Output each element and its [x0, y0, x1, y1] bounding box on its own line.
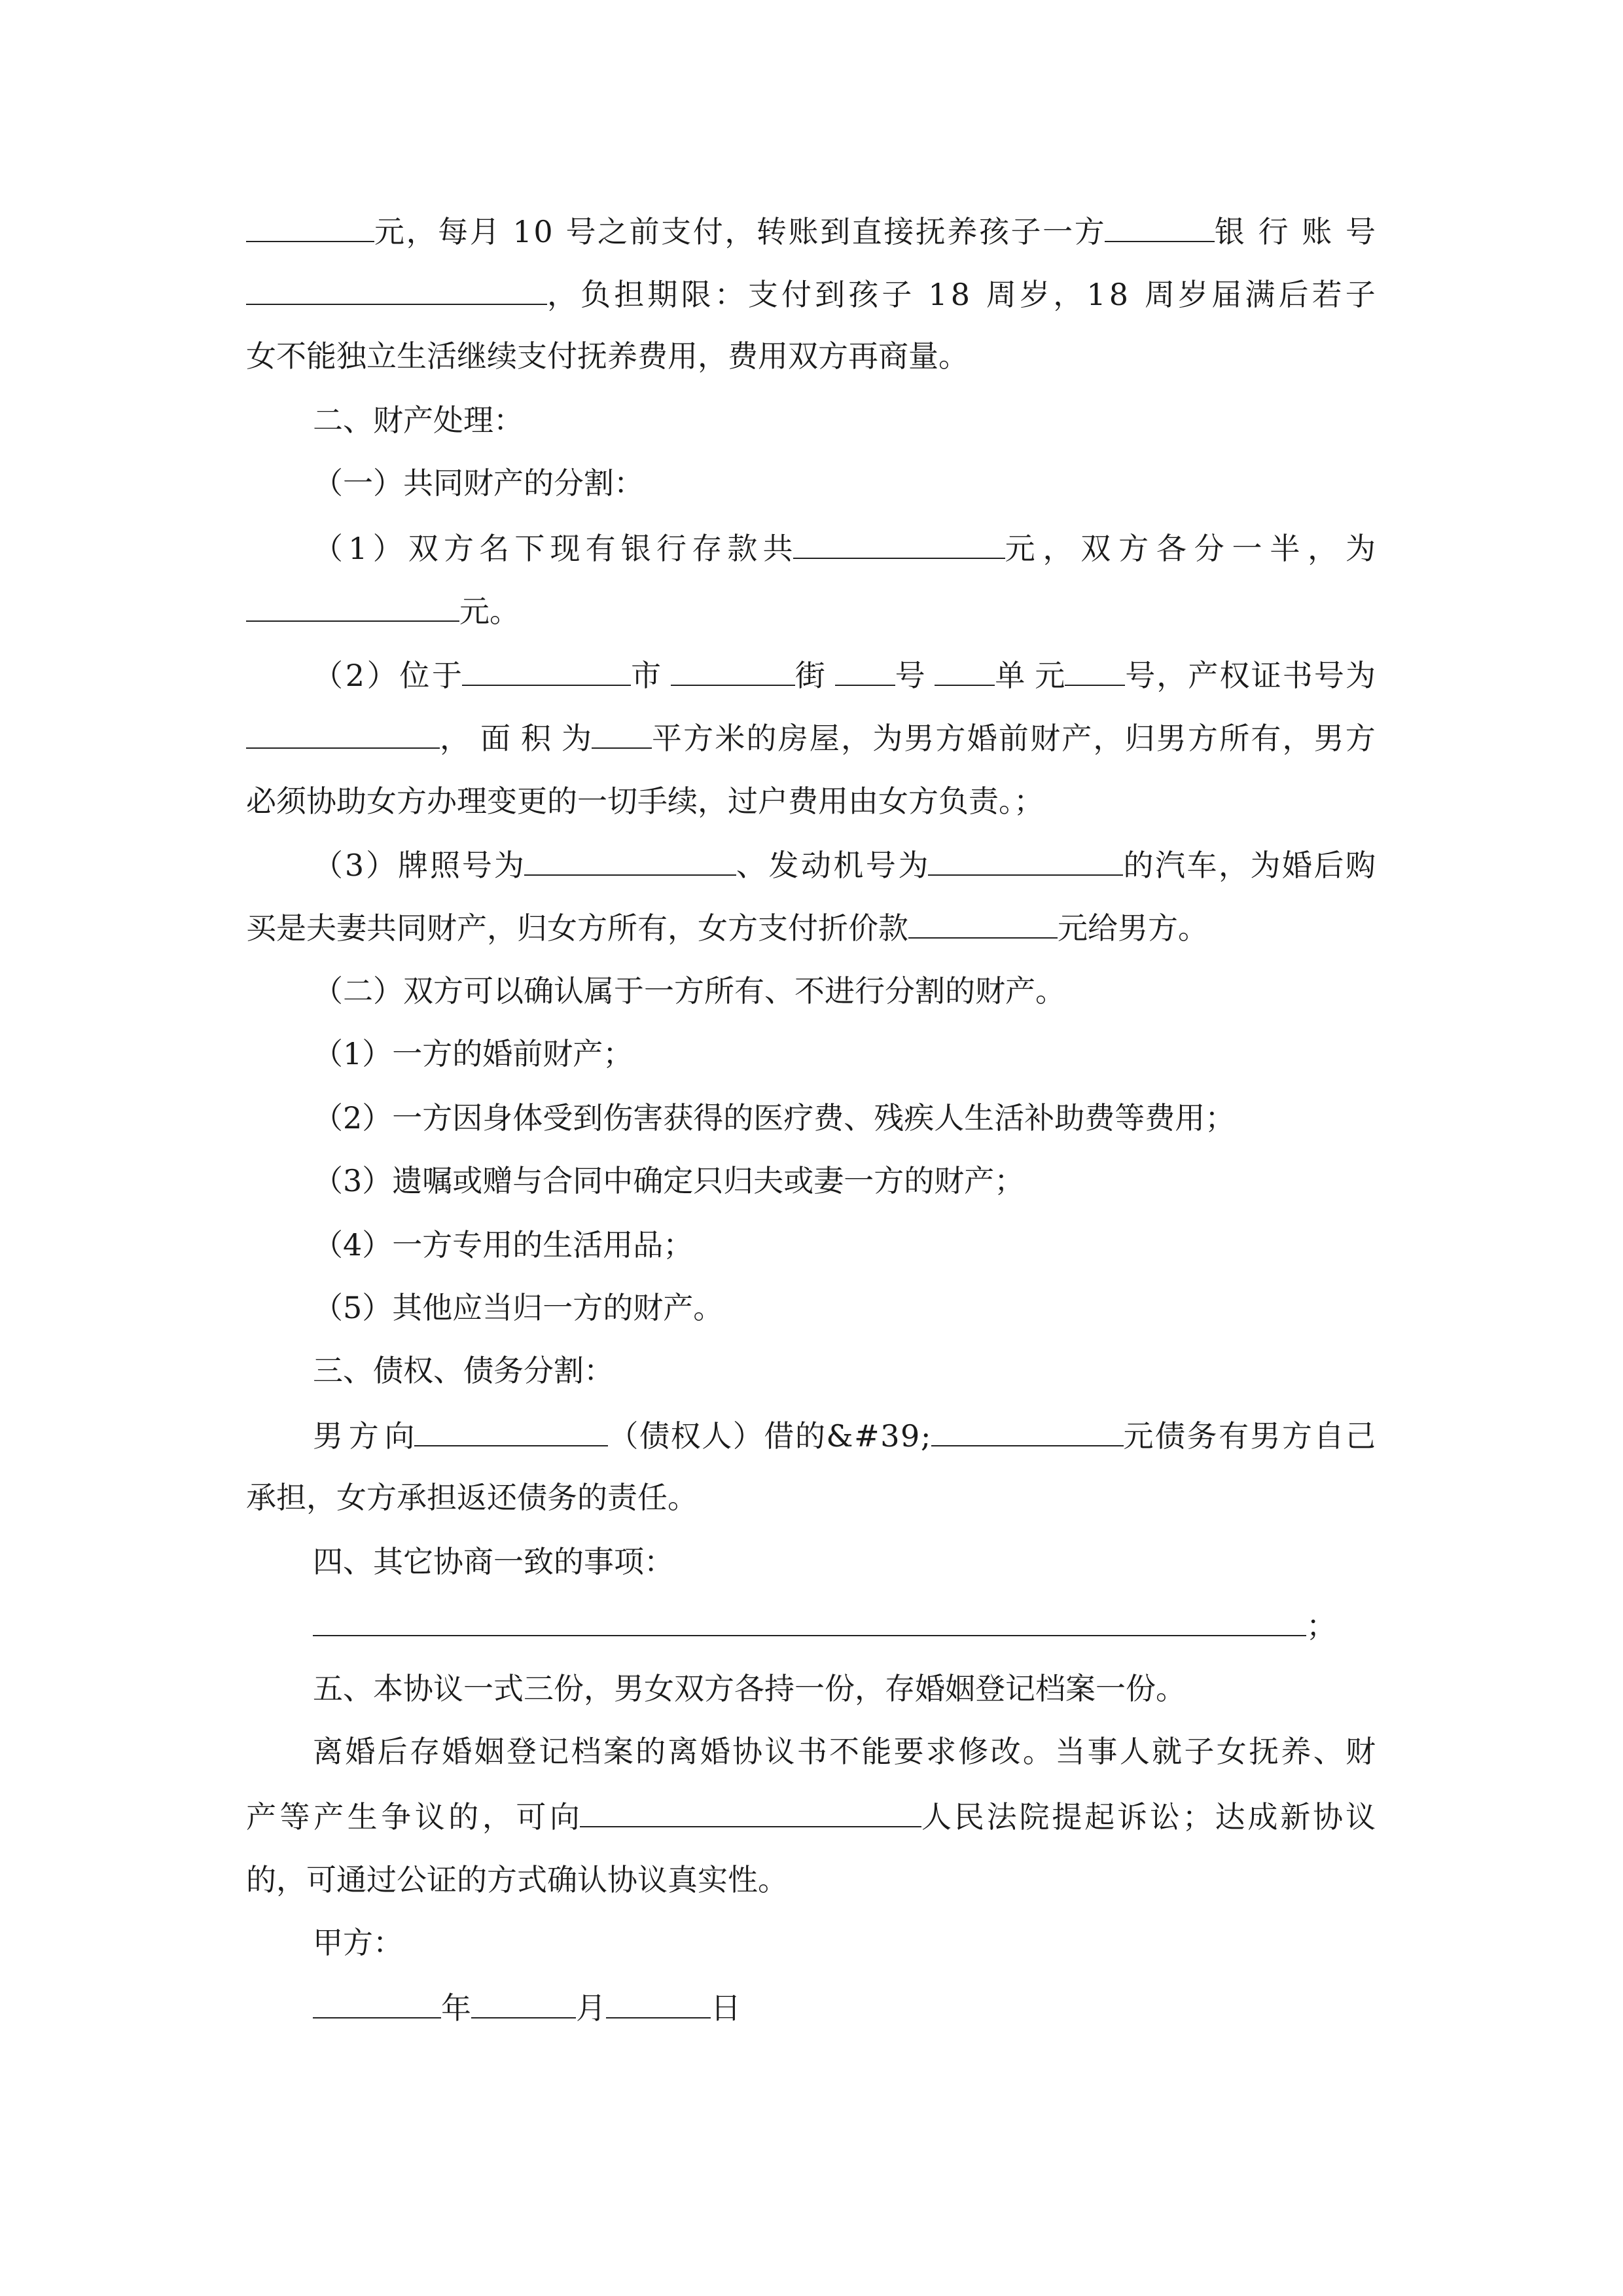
fill-in-blank[interactable]	[580, 1796, 921, 1827]
doc-line	[313, 1034, 633, 1073]
doc-line	[313, 1669, 1186, 1708]
doc-text: （3）遗嘱或赠与合同中确定只归夫或妻一方的财产；	[313, 1163, 1025, 1198]
fill-in-blank[interactable]	[246, 211, 374, 242]
doc-line	[246, 274, 1376, 313]
doc-line	[246, 1478, 698, 1517]
doc-text: ；	[1306, 1608, 1336, 1643]
doc-text: （1）一方的婚前财产；	[313, 1036, 633, 1071]
doc-text: 日	[711, 1990, 741, 2026]
doc-line	[246, 907, 1208, 946]
doc-text: 的，可通过公证的方式确认协议真实性。	[246, 1862, 788, 1897]
doc-text: 产 等 产 生 争 议 的 ， 可 向	[246, 1799, 580, 1835]
doc-text: （4）一方专用的生活用品；	[313, 1227, 694, 1263]
doc-text: （2）一方因身体受到伤害获得的医疗费、残疾人生活补助费等费用；	[313, 1100, 1236, 1136]
doc-text: 女不能独立生活继续支付抚养费用，费用双方再商量。	[246, 338, 969, 374]
doc-text: ， 负 担 期 限 ： 支 付 到 孩 子 1 8 周 岁 ， 1 8 周 岁 届 满 后 若 子	[547, 277, 1376, 312]
doc-text: （ 债 权 人 ） 借 的 & # 3 9 ;	[608, 1418, 931, 1454]
doc-line	[246, 781, 1044, 821]
doc-text: 市	[631, 658, 662, 693]
doc-text: 元 债 务 有 男 方 自 己	[1123, 1418, 1376, 1454]
doc-text: 人 民 法 院 提 起 诉 讼 ； 达 成 新 协 议	[921, 1799, 1376, 1835]
fill-in-blank[interactable]	[462, 655, 631, 686]
doc-text: ， 面 积 为	[440, 721, 592, 756]
doc-text: 银 行 账 号	[1214, 214, 1376, 249]
fill-in-blank[interactable]	[414, 1415, 608, 1446]
fill-in-blank[interactable]	[606, 1987, 711, 2018]
doc-text: 必须协助女方办理变更的一切手续，过户费用由女方负责。；	[246, 783, 1044, 819]
doc-line	[246, 1860, 788, 1899]
doc-text: 平 方 米 的 房 屋 ， 为 男 方 婚 前 财 产 ， 归 男 方 所 有 ， 男 方	[652, 721, 1376, 756]
doc-text: （二）双方可以确认属于一方所有、不进行分割的财产。	[313, 973, 1065, 1009]
fill-in-blank[interactable]	[931, 1415, 1124, 1446]
fill-in-blank[interactable]	[928, 844, 1123, 876]
doc-text: （一）共同财产的分割：	[313, 465, 644, 501]
doc-line	[313, 1288, 723, 1327]
doc-line	[313, 1351, 614, 1390]
doc-text: 三、债权、债务分割：	[313, 1353, 614, 1388]
doc-text: 甲方：	[313, 1925, 403, 1960]
doc-line	[313, 655, 1376, 694]
doc-line	[313, 463, 644, 503]
doc-text: 号	[895, 658, 925, 693]
doc-line	[313, 528, 1376, 567]
fill-in-blank[interactable]	[524, 844, 736, 876]
doc-line	[313, 844, 1376, 884]
doc-text: （5）其他应当归一方的财产。	[313, 1290, 724, 1325]
doc-line	[313, 1605, 1336, 1644]
fill-in-blank[interactable]	[592, 717, 652, 749]
fill-in-blank[interactable]	[246, 717, 440, 749]
doc-line	[246, 1796, 1376, 1835]
doc-text: 元 ， 每 月 1 0 号 之 前 支 付 ， 转 账 到 直 接 抚 养 孩 子 一 方	[374, 214, 1105, 249]
fill-in-blank[interactable]	[793, 528, 1005, 559]
doc-text: （ 2 ） 位 于	[313, 658, 463, 693]
fill-in-blank[interactable]	[835, 655, 895, 686]
fill-in-blank[interactable]	[246, 590, 459, 622]
doc-text: 街	[794, 658, 825, 693]
doc-text: 的 汽 车 ， 为 婚 后 购	[1123, 848, 1376, 883]
doc-text: 元。	[459, 594, 520, 629]
doc-line	[313, 1987, 741, 2026]
doc-line	[246, 717, 1376, 757]
doc-text: 五、本协议一式三份，男女双方各持一份，存婚姻登记档案一份。	[313, 1671, 1186, 1706]
fill-in-blank[interactable]	[671, 655, 795, 686]
doc-line	[313, 1225, 693, 1265]
doc-text: 年	[441, 1990, 471, 2026]
fill-in-blank[interactable]	[1105, 211, 1215, 242]
doc-text: （ 1 ） 双 方 名 下 现 有 银 行 存 款 共	[313, 531, 793, 566]
doc-line	[246, 336, 969, 376]
doc-line	[313, 1161, 1024, 1200]
doc-text: 单 元	[995, 658, 1065, 693]
doc-line	[313, 971, 1065, 1011]
doc-text: （ 3 ） 牌 照 号 为	[313, 848, 524, 883]
doc-text: 、 发 动 机 号 为	[736, 848, 929, 883]
doc-text: 四、其它协商一致的事项：	[313, 1544, 674, 1579]
doc-text: 离 婚 后 存 婚 姻 登 记 档 案 的 离 婚 协 议 书 不 能 要 求 修 改 。 当 事 人 就 子 女 抚 养 、 财	[313, 1734, 1376, 1769]
fill-in-blank[interactable]	[908, 907, 1058, 939]
fill-in-blank[interactable]	[313, 1605, 1306, 1636]
doc-text: 元 ， 双 方 各 分 一 半 ， 为	[1005, 531, 1376, 566]
doc-line	[313, 1732, 1376, 1771]
doc-line	[246, 590, 520, 630]
doc-line	[313, 1923, 403, 1962]
fill-in-blank[interactable]	[246, 274, 547, 305]
fill-in-blank[interactable]	[471, 1987, 576, 2018]
doc-text: 元给男方。	[1058, 910, 1208, 946]
doc-text: 男 方 向	[313, 1418, 415, 1454]
doc-line	[246, 211, 1376, 250]
doc-line	[313, 1542, 674, 1581]
doc-text: 承担，女方承担返还债务的责任。	[246, 1480, 698, 1515]
doc-text: 买是夫妻共同财产，归女方所有，女方支付折价款	[246, 910, 908, 946]
fill-in-blank[interactable]	[1065, 655, 1125, 686]
doc-line	[313, 1098, 1235, 1138]
doc-text: 二、财产处理：	[313, 403, 524, 438]
doc-text: 号 ， 产 权 证 书 号 为	[1125, 658, 1376, 693]
fill-in-blank[interactable]	[935, 655, 995, 686]
doc-line	[313, 401, 524, 440]
doc-text: 月	[576, 1990, 606, 2026]
doc-line	[313, 1415, 1376, 1454]
fill-in-blank[interactable]	[313, 1987, 441, 2018]
